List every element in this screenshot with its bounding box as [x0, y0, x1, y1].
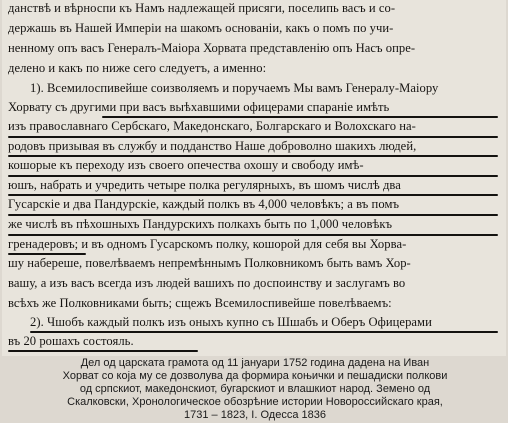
document-line: держашь въ Нашей Имперіи на шакомъ основаніи, какъ о помъ по учи- [8, 21, 394, 35]
document-text-block [2, 0, 506, 356]
document-line: 2). Чшобъ каждый полкъ изъ оныхъ купно съ Шшабъ и Оберъ Офицерами [30, 315, 432, 329]
document-line: изъ православнаго Сербскаго, Македонскаго, Болгарскаго и Волохскаго на- [8, 119, 416, 133]
caption-line: Хорват со која му се дозволува да формира коњички и пешадиски полкови [62, 370, 448, 382]
document-line: Гусарскіе и два Пандурскіе, каждый полкъ въ 4,000 человѣкъ; а въ помъ [8, 197, 400, 211]
document-line: данствѣ и вѣрноспи къ Намъ надлежащей присяги, поселипь васъ и со- [8, 1, 396, 15]
underline-mark [8, 155, 498, 157]
underline-mark [8, 350, 198, 352]
document-line: шу набереше, повелѣваемъ непремѣннымъ Полковникомъ быть вамъ Хор- [8, 256, 411, 270]
document-line: 1). Всемилоспивейше соизволяемъ и поручаемъ Мы вамъ Генералу-Маіору [30, 81, 439, 95]
document-line: вашу, а изъ васъ всегда изъ людей вашихъ по доспоинству и заслугамъ во [8, 276, 406, 290]
document-line: юшъ, набрать и учредить четыре полка регулярныхъ, въ шомъ числѣ два [8, 178, 401, 192]
underline-mark [102, 116, 498, 118]
document-line: въ 20 рошахъ состояль. [8, 334, 134, 348]
image-caption [50, 357, 460, 422]
caption-line: Скалковски, Хронологическое обозрѣние истории Новороссийскаго края, [67, 396, 443, 408]
document-line: Хорвату съ другими при васъ выѣхавшими офицерами спараніе имѣть [8, 100, 390, 114]
underline-mark [8, 234, 498, 236]
document-line: же числѣ въ пѣхошныхъ Пандурскихъ полкахъ быть по 1,000 человѣкъ [8, 217, 393, 231]
underline-mark [8, 175, 498, 177]
underline-mark [8, 253, 86, 255]
document-line: кошорые къ переходу изъ своего опечества охошу и свободу имѣ- [8, 158, 364, 172]
underline-mark [8, 214, 498, 216]
caption-line: од српскиот, македонскиот, бугарскиот и влашкиот народ. Земено од [79, 383, 431, 395]
caption-line: Дел од царската грамота од 11 јануари 1752 година дадена на Иван [80, 357, 430, 369]
underline-mark [30, 331, 498, 333]
document-line: делено и какъ по ниже сего следуетъ, а именно: [8, 61, 267, 75]
caption-line: 1731 – 1823, I. Одесса 1836 [184, 409, 326, 421]
document-line: ненному опъ васъ Генералъ-Маіора Хорвата представленію опъ Насъ опре- [8, 41, 416, 55]
underline-mark [8, 194, 498, 196]
document-line: всѣхъ же Полковниками быть; сщежъ Всемилоспивейше повелѣваемъ: [8, 296, 392, 310]
underline-mark [8, 136, 498, 138]
document-line: родовъ призывая въ службу и подданство Наше доброволно шакихъ людей, [8, 139, 417, 153]
document-line: гренадеровъ; и въ одномъ Гусарскомъ полку, кошорой для себя вы Хорва- [8, 237, 407, 251]
